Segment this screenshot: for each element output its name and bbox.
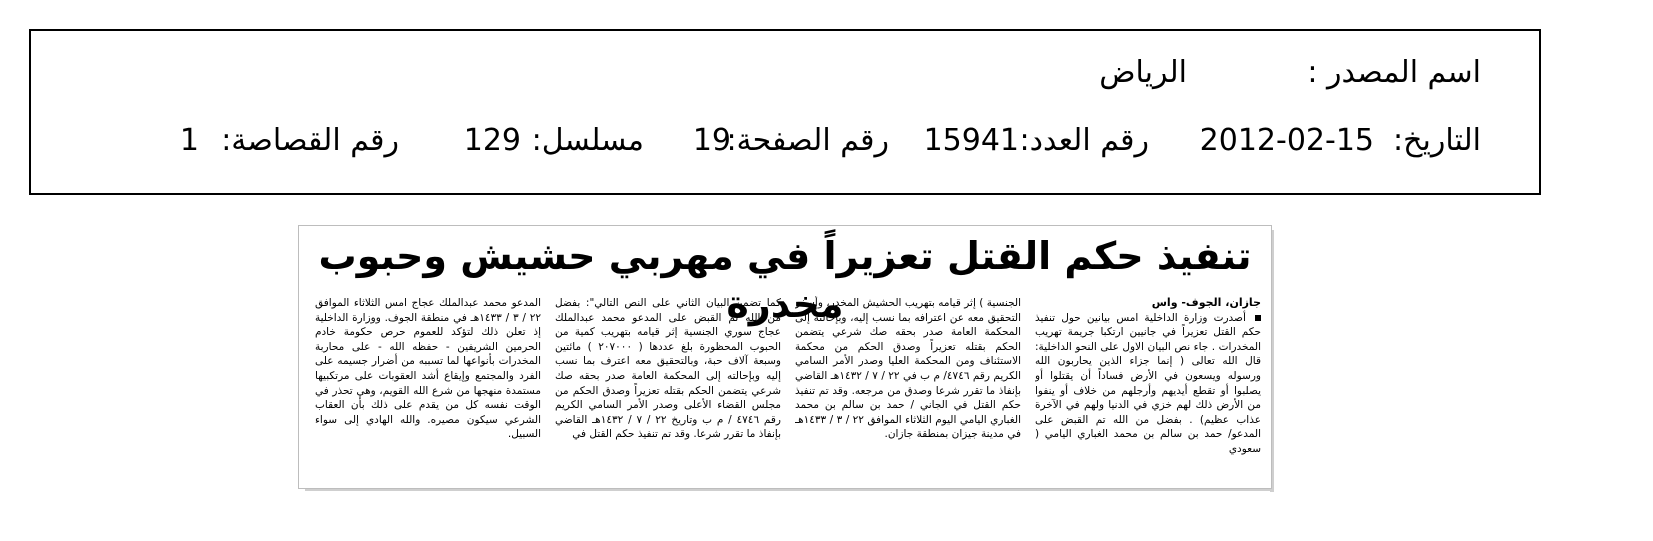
serial-value: 129 [463, 123, 521, 158]
article-column-4 [315, 296, 541, 482]
article-column-3 [555, 296, 781, 482]
date-value: 2012-02-15 [1199, 123, 1374, 158]
article-headline: تنفيذ حكم القتل تعزيراً في مهربي حشيش وحبوب مخدرة [318, 234, 1252, 326]
source-value: الرياض [1099, 55, 1187, 90]
metadata-header-box [29, 29, 1541, 195]
article-column-1 [1035, 296, 1261, 482]
clip-label: رقم القصاصة: [221, 123, 399, 158]
newspaper-clipping [298, 225, 1272, 489]
column-text: أصدرت وزارة الداخلية امس بيانين حول تنفيذ حكم القتل تعزيراً في جانيين ارتكبا جريمة تهريب المخدرات . جاء نص البيان الاول على النحو الداخلية: قال الله تعالى ( إنما جزاء الذين يحاربون الله ورسوله ويسعون في الأرض فساداً أن يقتلوا أو يصلبوا أو تقطع أيديهم وأرجلهم من خلاف أو ينفوا من الأرض ذلك لهم خزي في الدنيا ولهم في الآخرة عذاب عظيم) . بفضل من الله تم القبض على المدعو/ حمد بن سالم بن محمد الغباري اليامي ( سعودي [1035, 311, 1261, 455]
column-text: كما تضمن البيان الثاني على النص التالي": بفضل من الله تم القبض على المدعو محمد عبدالملك عجاج سوري الجنسية إثر قيامه بتهريب كمية من الحبوب المحظورة بلغ عددها ( ٢٠٧٠٠٠ ) مائتين وسبعة آلاف حبة، وبالتحقيق معه اعترف بما نسب إليه وبإحالته إلى المحكمة العامة صدر بحقه صك شرعي يتضمن الحكم بقتله تعزيراً وصدق الحكم من مجلس القضاء الأعلى وصدر الأمر السامي الكريم رقم ٤٧٤٦ / م ب وتاريخ ٢٢ / ٧ / ١٤٣٢هـ القاضي بإنفاذ ما تقرر شرعا. وقد تم تنفيذ حكم القتل في [555, 297, 781, 441]
page-label: رقم الصفحة: [726, 123, 889, 158]
bullet-icon [1255, 315, 1261, 321]
date-label: التاريخ: [1393, 123, 1481, 158]
issue-value: 15941 [923, 123, 1019, 158]
column-text: المدعو محمد عبدالملك عجاج امس الثلاثاء الموافق ٢٢ / ٣ / ١٤٣٣هـ في منطقة الجوف. ووزارة الداخلية إذ تعلن ذلك لتؤكد للعموم حرص حكومة خادم الحرمين الشريفين - حفظه الله - على محاربة المخدرات بأنواعها لما تسببه من أضرار جسيمه على الفرد والمجتمع وإيقاع أشد العقوبات على مرتكبيها مستمدة منهجها من شرع الله القويم، وهي تحذر في الوقت نفسه كل من يقدم على ذلك بأن العقاب الشرعي سيكون مصيره. والله الهادي إلى سواء السبيل. [315, 297, 541, 441]
issue-label: رقم العدد: [1019, 123, 1149, 158]
article-byline: جازان، الجوف- واس [1151, 296, 1261, 309]
page-value: 19 [692, 123, 731, 158]
clip-value: 1 [179, 123, 199, 158]
column-text: الجنسية ) إثر قيامه بتهريب الحشيش المخدر، وأسفر التحقيق معه عن اعترافه بما نسب إليه، وبإحالته إلى المحكمة العامة صدر بحقه صك شرعي يتضمن الحكم بقتله تعزيراً وصدق الحكم من محكمة الاستئناف ومن المحكمة العليا وصدر الأمر السامي الكريم رقم ٤٧٤٦/ م ب في ٢٢ / ٧ / ١٤٣٢هـ القاضي بإنفاذ ما تقرر شرعا وصدق من مرجعه. وقد تم تنفيذ حكم القتل في الجاني / حمد بن سالم بن محمد الغباري اليامي اليوم الثلاثاء الموافق ٢٢ / ٣ / ١٤٣٣هـ في مدينة جيزان بمنطقة جازان. [795, 297, 1021, 441]
article-column-2 [795, 296, 1021, 482]
source-label: اسم المصدر : [1307, 55, 1481, 90]
serial-label: مسلسل: [531, 123, 644, 158]
